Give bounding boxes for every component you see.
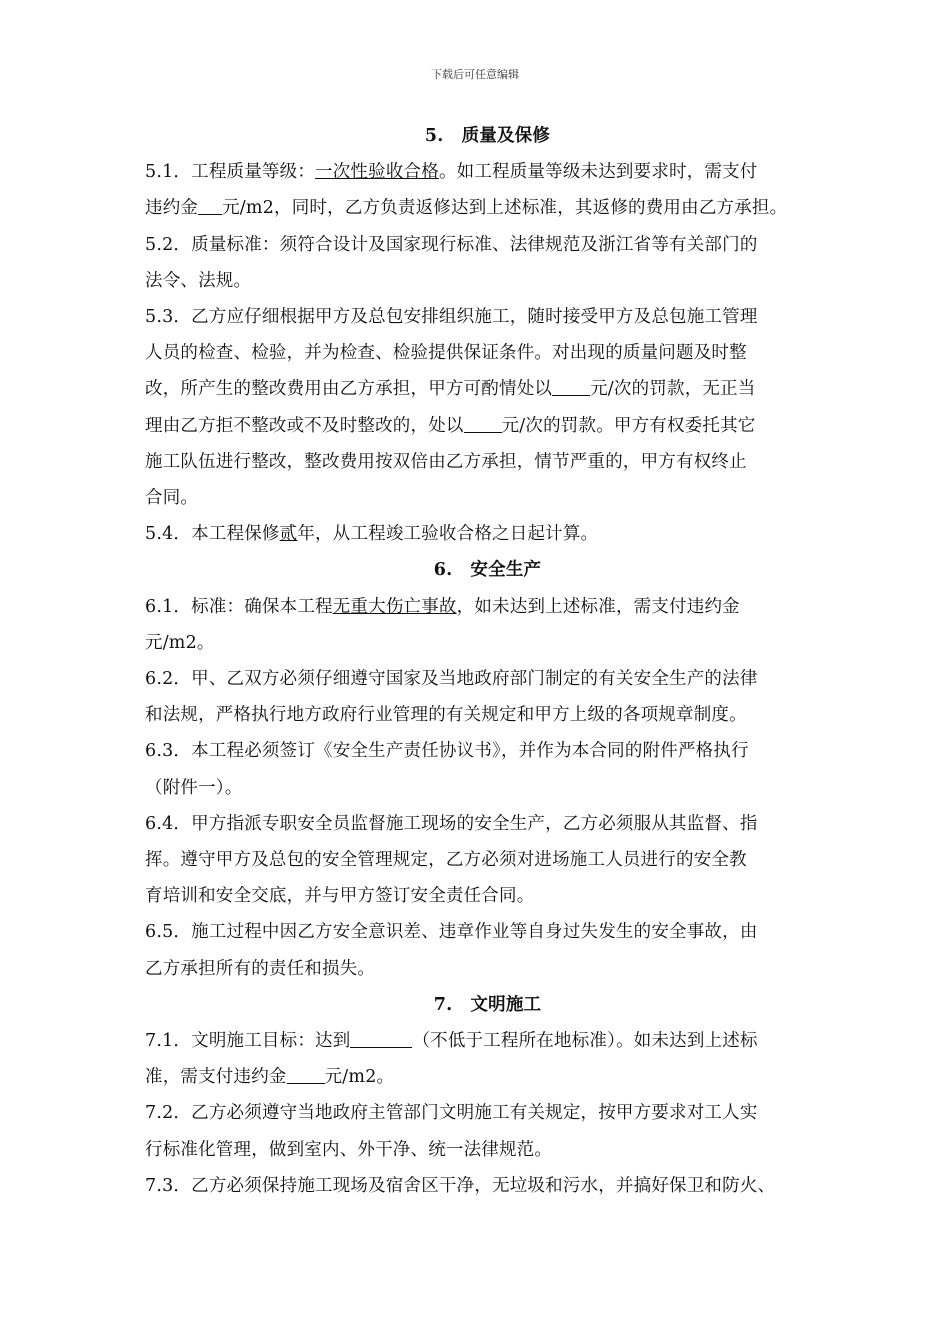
paragraph-line <box>145 516 810 552</box>
section-heading-7 <box>145 987 810 1023</box>
text-run: 元/m2，同时，乙方负责返修达到上述标准，其返修的费用由乙方承担。 <box>222 198 788 219</box>
blank-field <box>287 1065 325 1084</box>
paragraph-line <box>145 154 810 190</box>
paragraph-line <box>145 371 810 407</box>
paragraph-line <box>145 408 810 444</box>
paragraph-line: 6.5．施工过程中因乙方安全意识差、违章作业等自身过失发生的安全事故，由 <box>145 922 758 943</box>
text-run: 年，从工程竣工验收合格之日起计算。 <box>297 524 599 545</box>
paragraph-line <box>145 1023 810 1059</box>
text-run: 元/次的罚款。甲方有权委托其它 <box>501 415 756 436</box>
paragraph-line: 7.3．乙方必须保持施工现场及宿舍区干净，无垃圾和污水，并搞好保卫和防火、 <box>145 1175 776 1196</box>
blank-field <box>464 413 502 432</box>
paragraph-line: 5.3．乙方应仔细根据甲方及总包安排组织施工，随时接受甲方及总包施工管理 <box>145 307 758 328</box>
document-body <box>145 118 810 1204</box>
section-number: 7. <box>433 994 453 1015</box>
text-run: （不低于工程所在地标准）。如未达到上述标 <box>412 1031 758 1052</box>
paragraph-line <box>145 1059 810 1095</box>
section-heading-5 <box>145 118 810 154</box>
text-run: 改，所产生的整改费用由乙方承担，甲方可酌情处以 <box>145 379 553 400</box>
blank-field <box>552 377 590 396</box>
paragraph-line: 6.2．甲、乙双方必须仔细遵守国家及当地政府部门制定的有关安全生产的法律 <box>145 669 758 690</box>
text-run: 5.1．工程质量等级： <box>145 162 316 183</box>
paragraph-line: 法令、法规。 <box>145 270 252 291</box>
text-run: 6.1．标准：确保本工程 <box>145 596 333 617</box>
paragraph-line: 育培训和安全交底，并与甲方签订安全责任合同。 <box>145 886 535 907</box>
blank-field <box>350 1029 412 1048</box>
text-run: 准，需支付违约金 <box>145 1067 287 1088</box>
text-run: 违约金 <box>145 198 199 219</box>
paragraph-line: 5.2．质量标准：须符合设计及国家现行标准、法律规范及浙江省等有关部门的 <box>145 234 758 255</box>
text-run: ，如未达到上述标准，需支付违约金 <box>456 596 740 617</box>
paragraph-line: 6.4．甲方指派专职安全员监督施工现场的安全生产，乙方必须服从其监督、指 <box>145 813 758 834</box>
underlined-term: 一次性验收合格 <box>315 162 439 183</box>
paragraph-line: 6.3．本工程必须签订《安全生产责任协议书》，并作为本合同的附件严格执行 <box>145 741 749 762</box>
paragraph-line: 挥。遵守甲方及总包的安全管理规定，乙方必须对进场施工人员进行的安全教 <box>145 850 747 871</box>
paragraph-line <box>145 589 810 625</box>
paragraph-line: 人员的检查、检验，并为检查、检验提供保证条件。对出现的质量问题及时整 <box>145 343 747 364</box>
underlined-term: 贰 <box>279 524 298 545</box>
text-run: 元/m2。 <box>324 1067 395 1088</box>
paragraph-line: 7.2．乙方必须遵守当地政府主管部门文明施工有关规定，按甲方要求对工人实 <box>145 1103 758 1124</box>
paragraph-line: 行标准化管理，做到室内、外干净、统一法律规范。 <box>145 1139 553 1160</box>
section-number: 5. <box>424 126 444 146</box>
paragraph-line: 元/m2。 <box>145 632 215 653</box>
paragraph-line: 乙方承担所有的责任和损失。 <box>145 958 376 979</box>
paragraph-line: 施工队伍进行整改，整改费用按双倍由乙方承担，情节严重的，甲方有权终止 <box>145 451 747 472</box>
section-title: 质量及保修 <box>461 126 551 146</box>
page-header: 下载后可任意编辑 <box>431 68 519 81</box>
section-heading-6 <box>145 552 810 588</box>
paragraph-line <box>145 190 810 226</box>
paragraph-line: 和法规，严格执行地方政府行业管理的有关规定和甲方上级的各项规章制度。 <box>145 705 747 726</box>
text-run: 7.1．文明施工目标：达到 <box>145 1031 351 1052</box>
section-title: 文明施工 <box>470 994 542 1015</box>
blank-field <box>198 196 222 215</box>
paragraph-line: 合同。 <box>145 488 199 509</box>
text-run: 理由乙方拒不整改或不及时整改的，处以 <box>145 415 464 436</box>
text-run: 。如工程质量等级未达到要求时，需支付 <box>438 162 758 183</box>
text-run: 元/次的罚款，无正当 <box>590 379 756 400</box>
section-title: 安全生产 <box>470 560 542 581</box>
paragraph-line: （附件一）。 <box>145 777 243 798</box>
section-number: 6. <box>433 560 453 581</box>
text-run: 5.4．本工程保修 <box>145 524 280 545</box>
underlined-term: 无重大伤亡事故 <box>332 596 457 617</box>
